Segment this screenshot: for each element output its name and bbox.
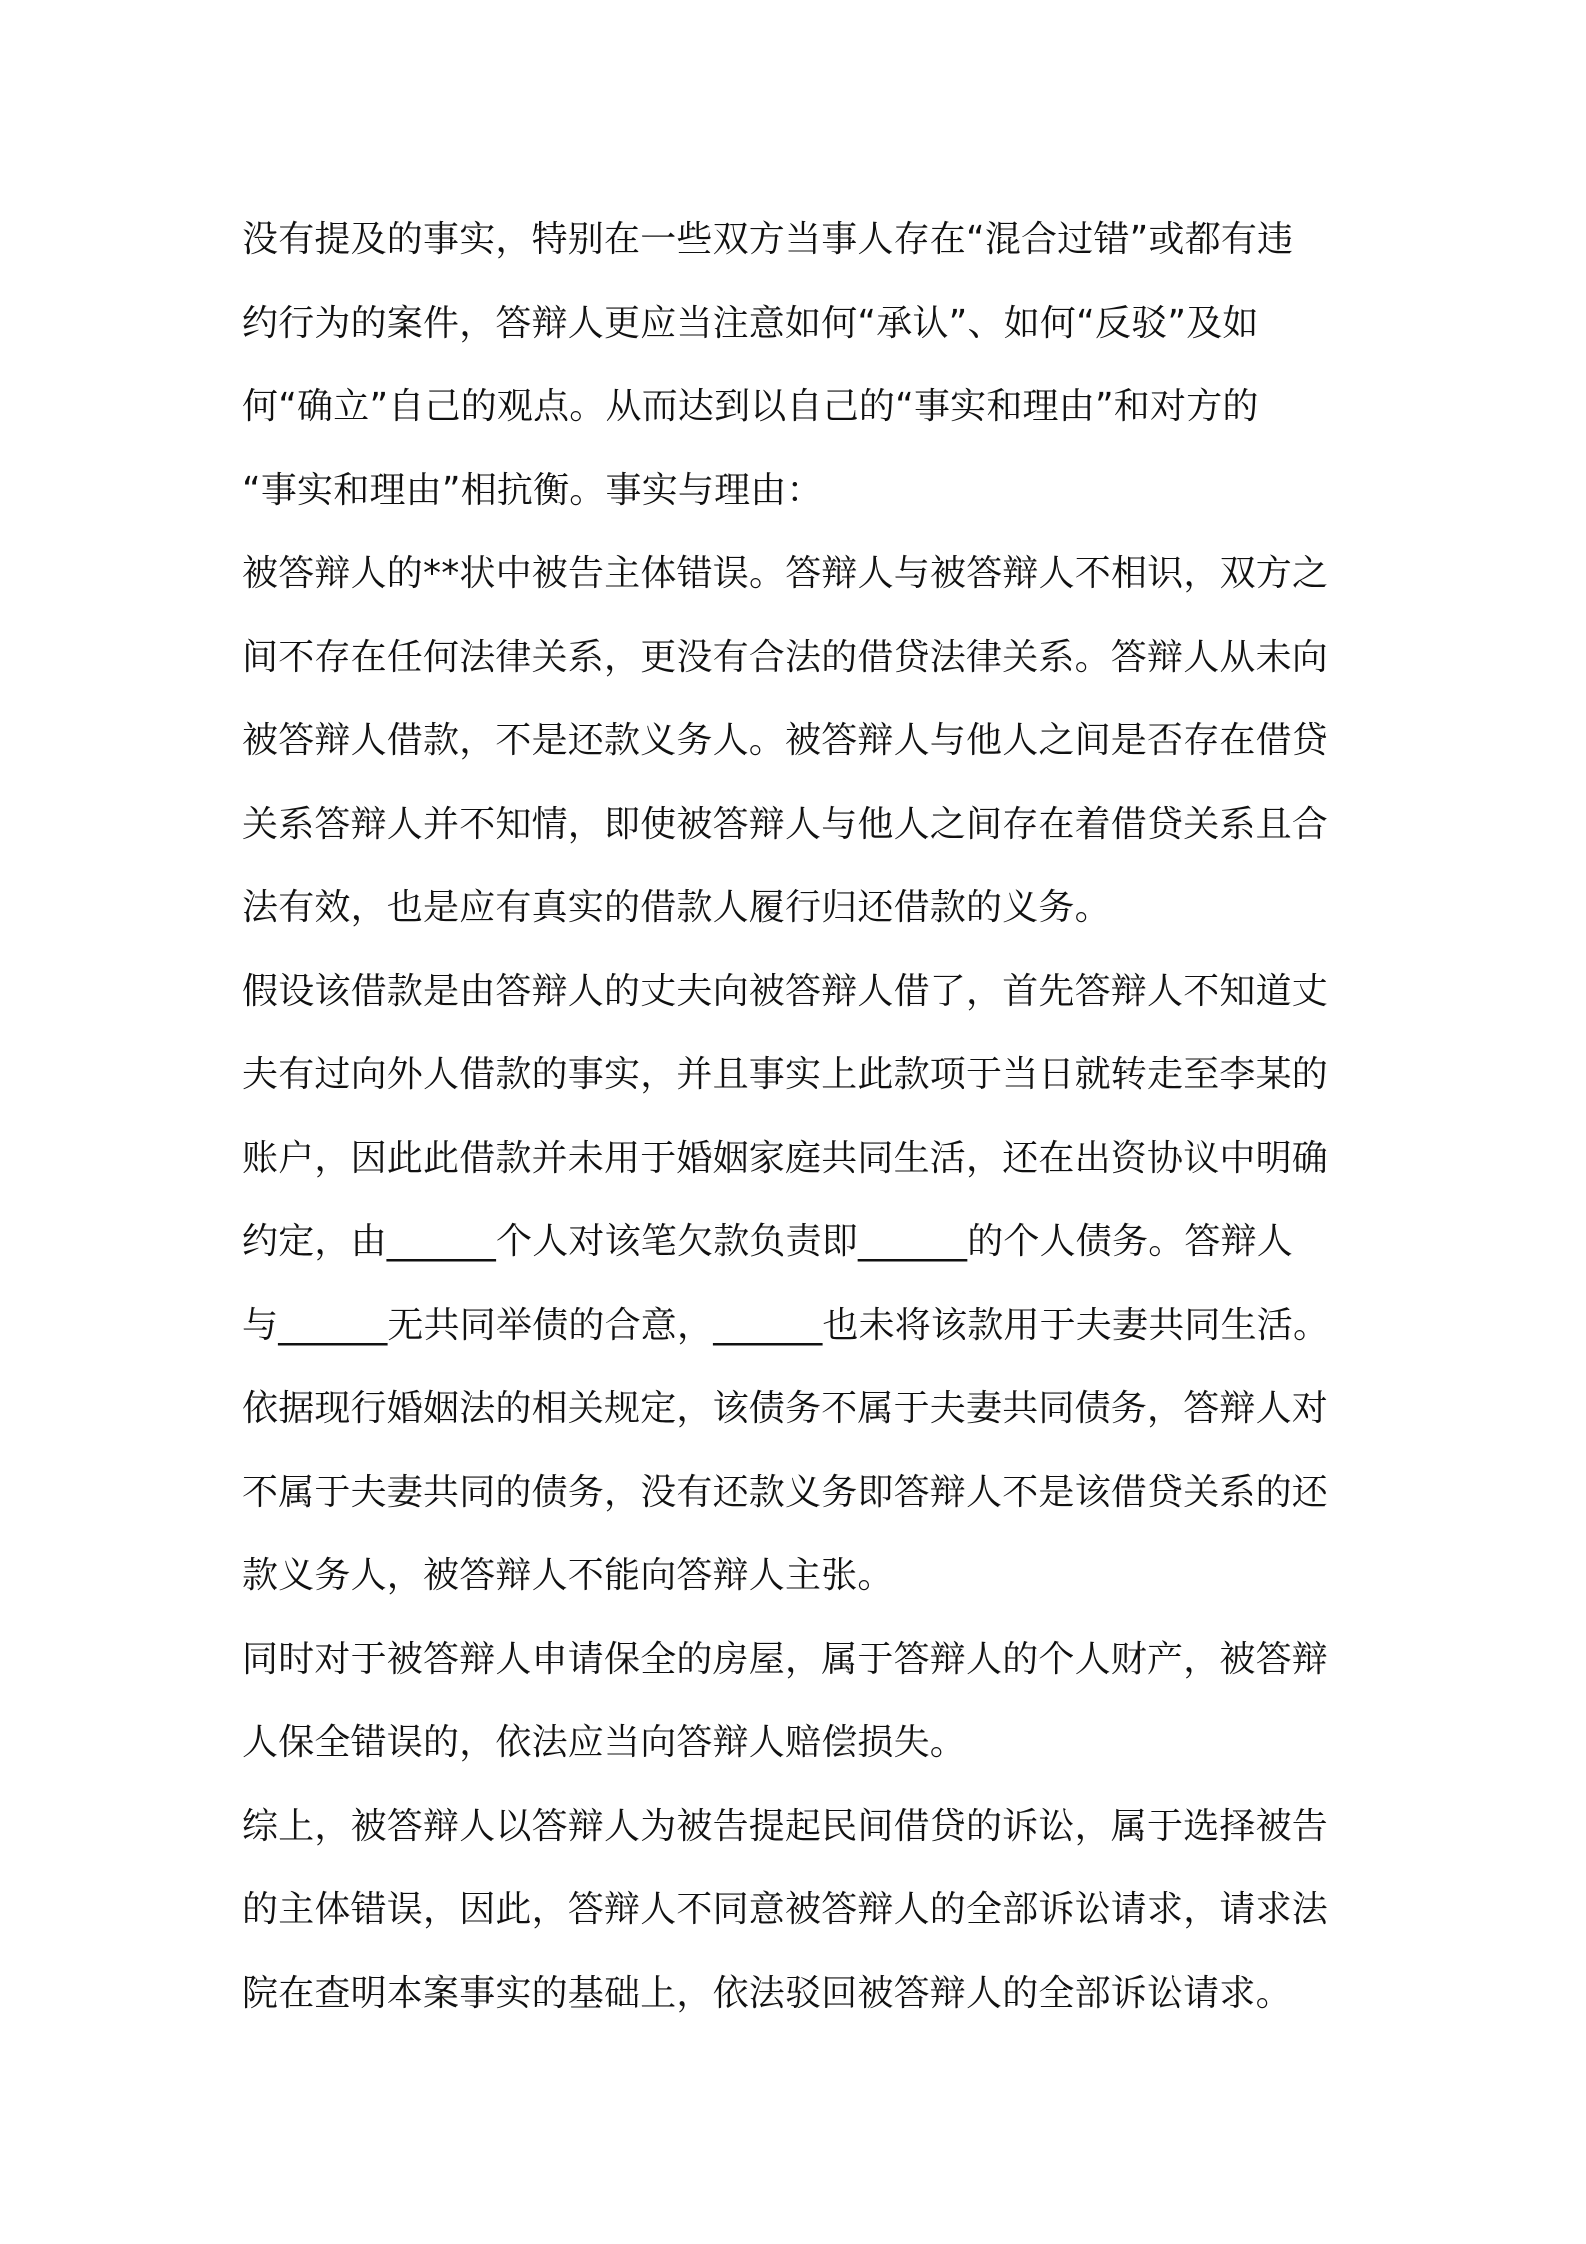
text-line: 没有提及的事实，特别在一些双方当事人存在“混合过错”或都有违	[242, 219, 1294, 260]
text-line: 款义务人，被答辩人不能向答辩人主张。	[242, 1555, 894, 1596]
document-body	[242, 198, 1372, 2035]
text-line: 约定，由______个人对该笔欠款负责即______的个人债务。答辩人	[242, 1221, 1294, 1262]
text-line: 约行为的案件，答辩人更应当注意如何“承认”、如何“反驳”及如	[242, 302, 1259, 344]
text-line: 被答辩人的**状中被告主体错误。答辩人与被答辩人不相识，双方之	[242, 553, 1329, 594]
text-line: 何“确立”自己的观点。从而达到以自己的“事实和理由”和对方的	[242, 386, 1259, 427]
text-line: 法有效，也是应有真实的借款人履行归还借款的义务。	[242, 887, 1111, 928]
text-line: 被答辩人借款，不是还款义务人。被答辩人与他人之间是否存在借贷	[242, 720, 1329, 761]
text-line: 不属于夫妻共同的债务，没有还款义务即答辩人不是该借贷关系的还	[242, 1471, 1329, 1513]
text-line: 同时对于被答辩人申请保全的房屋，属于答辩人的个人财产，被答辩	[242, 1638, 1329, 1680]
text-line: 依据现行婚姻法的相关规定，该债务不属于夫妻共同债务，答辩人对	[242, 1388, 1329, 1429]
text-line: “事实和理由”相抗衡。事实与理由：	[242, 469, 823, 511]
text-line: 夫有过向外人借款的事实，并且事实上此款项于当日就转走至李某的	[242, 1054, 1329, 1095]
text-line: 与______无共同举债的合意，______也未将该款用于夫妻共同生活。	[242, 1304, 1330, 1346]
text-line: 间不存在任何法律关系，更没有合法的借贷法律关系。答辩人从未向	[242, 636, 1329, 678]
text-line: 人保全错误的，依法应当向答辩人赔偿损失。	[242, 1722, 967, 1763]
text-line: 关系答辩人并不知情，即使被答辩人与他人之间存在着借贷关系且合	[242, 803, 1329, 845]
text-line: 的主体错误，因此，答辩人不同意被答辩人的全部诉讼请求，请求法	[242, 1889, 1329, 1930]
text-line: 账户，因此此借款并未用于婚姻家庭共同生活，还在出资协议中明确	[242, 1137, 1329, 1179]
text-line: 假设该借款是由答辩人的丈夫向被答辩人借了，首先答辩人不知道丈	[242, 970, 1329, 1012]
text-line: 综上，被答辩人以答辩人为被告提起民间借贷的诉讼，属于选择被告	[242, 1805, 1329, 1847]
text-line: 院在查明本案事实的基础上，依法驳回被答辩人的全部诉讼请求。	[242, 1972, 1292, 2014]
